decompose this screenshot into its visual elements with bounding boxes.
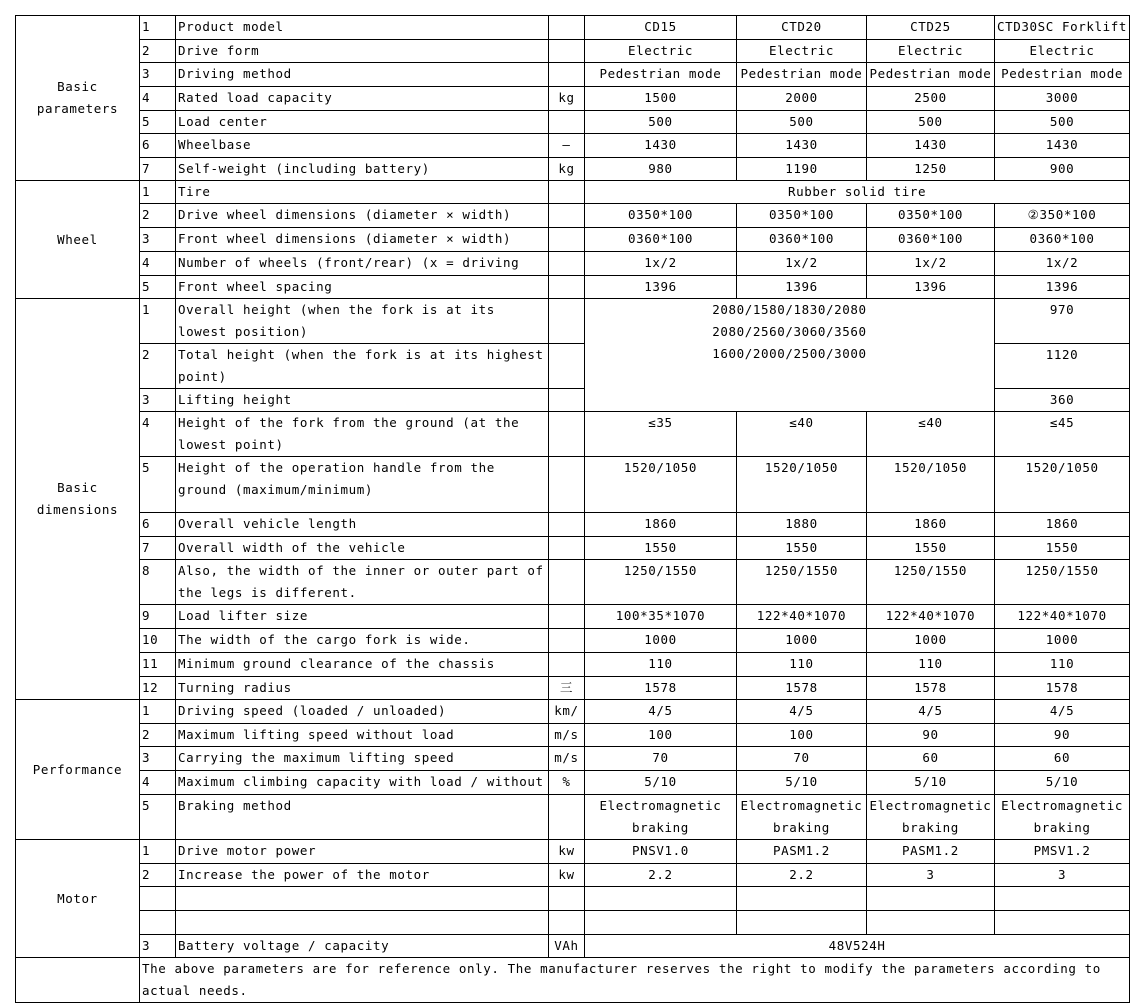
value-cell: 0360*100 [585,228,737,252]
row-unit [549,412,585,457]
row-number: 4 [140,87,176,111]
table-row [16,299,1130,344]
value-cell: ≤45 [995,412,1130,457]
row-number: 4 [140,252,176,276]
row-unit: — [549,134,585,158]
table-row [16,252,1130,276]
value-cell: 60 [867,747,995,771]
empty-row [16,911,1130,935]
row-label: Turning radius [176,677,549,700]
value-cell: 1500 [585,87,737,111]
row-label: Height of the fork from the ground (at the lowest point) [176,412,549,457]
table-row [16,204,1130,228]
model-name: CTD20 [737,16,867,40]
value-cell: 4/5 [585,700,737,724]
row-unit [549,228,585,252]
row-number: 9 [140,605,176,629]
value-cell: 1x/2 [995,252,1130,276]
value-cell: 360 [995,389,1130,412]
empty-cell [549,887,585,911]
row-number: 1 [140,181,176,204]
value-cell: 0350*100 [585,204,737,228]
row-unit [549,605,585,629]
row-label: Drive motor power [176,840,549,864]
table-row [16,629,1130,653]
value-cell: 1250/1550 [585,560,737,605]
row-label: Battery voltage / capacity [176,935,549,958]
table-row [16,700,1130,724]
value-cell: Electromagnetic braking [995,795,1130,840]
row-number: 3 [140,63,176,87]
category-basic-parameters: Basic parameters [16,16,140,181]
table-row [16,840,1130,864]
row-number: 8 [140,560,176,605]
value-cell: 1250/1550 [867,560,995,605]
empty-cell [995,911,1130,935]
model-name: CTD30SC Forklift [995,16,1130,40]
value-cell: 1x/2 [737,252,867,276]
value-cell: 970 [995,299,1130,344]
row-label: The width of the cargo fork is wide. [176,629,549,653]
table-row [16,134,1130,158]
value-cell: 110 [585,653,737,677]
row-number: 11 [140,653,176,677]
row-unit: kg [549,87,585,111]
table-row [16,513,1130,537]
row-unit [549,276,585,299]
value-cell: 1190 [737,158,867,181]
row-unit [549,537,585,560]
empty-cell [585,911,737,935]
value-cell: 100 [737,724,867,747]
value-cell: 4/5 [737,700,867,724]
row-label: Driving speed (loaded / unloaded) [176,700,549,724]
row-label: Front wheel dimensions (diameter × width) [176,228,549,252]
empty-cell [140,911,176,935]
value-cell: 1430 [995,134,1130,158]
value-cell: 70 [737,747,867,771]
value-cell: 1550 [867,537,995,560]
tire-value: Rubber solid tire [585,181,1130,204]
row-number: 3 [140,389,176,412]
value-cell: 1520/1050 [737,457,867,513]
row-label: Total height (when the fork is at its highest point) [176,344,549,389]
row-label: Number of wheels (front/rear) (x = driving [176,252,549,276]
value-cell: 1860 [585,513,737,537]
table-row [16,63,1130,87]
value-cell: PASM1.2 [867,840,995,864]
height-values-line: 2080/1580/1830/2080 [712,302,867,317]
row-label: Overall vehicle length [176,513,549,537]
row-unit [549,457,585,513]
value-cell: 4/5 [995,700,1130,724]
row-number: 7 [140,158,176,181]
row-unit: 三 [549,677,585,700]
row-unit [549,181,585,204]
value-cell: 1578 [995,677,1130,700]
value-cell: 1396 [867,276,995,299]
value-cell: 0360*100 [867,228,995,252]
row-unit [549,63,585,87]
row-label: Self-weight (including battery) [176,158,549,181]
row-number: 10 [140,629,176,653]
row-label: Product model [176,16,549,40]
row-number: 5 [140,111,176,134]
value-cell: 500 [995,111,1130,134]
empty-cell [737,887,867,911]
spec-table-body [16,16,1130,1003]
footnote: The above parameters are for reference only. The manufacturer reserves the right to modify the parameters according to actual needs. [140,958,1130,1003]
value-cell: 1x/2 [585,252,737,276]
row-number: 4 [140,412,176,457]
row-label: Lifting height [176,389,549,412]
row-unit: kw [549,840,585,864]
value-cell: 4/5 [867,700,995,724]
row-number: 6 [140,513,176,537]
value-cell: Electromagnetic braking [585,795,737,840]
row-label: Carrying the maximum lifting speed [176,747,549,771]
row-unit [549,653,585,677]
empty-cell [585,887,737,911]
value-cell: 1000 [867,629,995,653]
value-cell: Electromagnetic braking [737,795,867,840]
table-row [16,412,1130,457]
row-label: Drive wheel dimensions (diameter × width) [176,204,549,228]
value-cell: 1x/2 [867,252,995,276]
row-unit [549,389,585,412]
table-row [16,605,1130,629]
table-row [16,87,1130,111]
value-cell: 1520/1050 [585,457,737,513]
row-number: 2 [140,40,176,63]
row-number: 2 [140,724,176,747]
value-cell: 100*35*1070 [585,605,737,629]
value-cell: 1860 [867,513,995,537]
value-cell: 5/10 [867,771,995,795]
value-cell: 0360*100 [995,228,1130,252]
height-values-line: 2080/2560/3060/3560 [712,324,867,339]
row-label: Front wheel spacing [176,276,549,299]
empty-cell [140,887,176,911]
table-row [16,40,1130,63]
row-unit: m/s [549,724,585,747]
value-cell: 5/10 [585,771,737,795]
value-cell: 122*40*1070 [867,605,995,629]
value-cell: 110 [737,653,867,677]
category-motor: Motor [16,840,140,958]
row-unit [549,795,585,840]
footnote-spacer [16,958,140,1003]
value-cell: 110 [867,653,995,677]
value-cell: 60 [995,747,1130,771]
value-cell: 2000 [737,87,867,111]
empty-cell [867,887,995,911]
value-cell: 1396 [585,276,737,299]
row-label: Overall width of the vehicle [176,537,549,560]
value-cell: 1520/1050 [867,457,995,513]
model-name: CTD25 [867,16,995,40]
row-label: Load center [176,111,549,134]
value-cell: 122*40*1070 [995,605,1130,629]
row-label: Height of the operation handle from the ground (maximum/minimum) [176,457,549,513]
value-cell: 1000 [585,629,737,653]
value-cell: Electric [737,40,867,63]
height-values-line: 1600/2000/2500/3000 [712,346,867,361]
row-number: 1 [140,700,176,724]
table-row [16,724,1130,747]
value-cell: 1578 [867,677,995,700]
row-label: Drive form [176,40,549,63]
row-number: 7 [140,537,176,560]
model-name: CD15 [585,16,737,40]
table-row [16,653,1130,677]
value-cell: ≤35 [585,412,737,457]
merged-heights-cell [585,299,995,412]
row-unit: kw [549,864,585,887]
row-number: 3 [140,228,176,252]
table-row [16,537,1130,560]
value-cell: ②350*100 [995,204,1130,228]
table-row [16,457,1130,513]
value-cell: ≤40 [867,412,995,457]
value-cell: 500 [737,111,867,134]
row-label: Driving method [176,63,549,87]
row-number: 1 [140,16,176,40]
row-unit [549,560,585,605]
value-cell: PNSV1.0 [585,840,737,864]
row-unit: m/s [549,747,585,771]
value-cell: 1430 [867,134,995,158]
value-cell: 1550 [585,537,737,560]
value-cell: Pedestrian mode [995,63,1130,87]
value-cell: 1250/1550 [995,560,1130,605]
value-cell: 500 [585,111,737,134]
row-number: 5 [140,457,176,513]
value-cell: 1000 [737,629,867,653]
row-label: Maximum climbing capacity with load / without [176,771,549,795]
row-unit [549,344,585,389]
value-cell: 1396 [737,276,867,299]
value-cell: 2.2 [585,864,737,887]
value-cell: 110 [995,653,1130,677]
value-cell: 100 [585,724,737,747]
table-row [16,228,1130,252]
footnote-row [16,958,1130,1003]
value-cell: PASM1.2 [737,840,867,864]
row-unit [549,40,585,63]
row-label: Overall height (when the fork is at its lowest position) [176,299,549,344]
value-cell: 1880 [737,513,867,537]
value-cell: 0350*100 [737,204,867,228]
value-cell: 122*40*1070 [737,605,867,629]
row-unit [549,16,585,40]
row-number: 2 [140,204,176,228]
empty-cell [867,911,995,935]
empty-row [16,887,1130,911]
value-cell: Electric [867,40,995,63]
value-cell: Electric [585,40,737,63]
spec-table [15,15,1130,1003]
empty-cell [549,911,585,935]
row-number: 1 [140,840,176,864]
value-cell: 1520/1050 [995,457,1130,513]
row-label: Increase the power of the motor [176,864,549,887]
value-cell: 1250/1550 [737,560,867,605]
row-unit [549,513,585,537]
value-cell: 5/10 [995,771,1130,795]
row-number: 6 [140,134,176,158]
value-cell: 0350*100 [867,204,995,228]
empty-cell [176,911,549,935]
value-cell: 2.2 [737,864,867,887]
table-row [16,864,1130,887]
row-unit [549,204,585,228]
row-unit [549,111,585,134]
table-row [16,677,1130,700]
value-cell: 1550 [737,537,867,560]
value-cell: Pedestrian mode [737,63,867,87]
value-cell: 3000 [995,87,1130,111]
row-label: Load lifter size [176,605,549,629]
value-cell: 0360*100 [737,228,867,252]
row-label: Wheelbase [176,134,549,158]
value-cell: 1860 [995,513,1130,537]
header-row [16,16,1130,40]
value-cell: 90 [995,724,1130,747]
row-unit: % [549,771,585,795]
table-row [16,795,1130,840]
row-number: 3 [140,747,176,771]
value-cell: 3 [867,864,995,887]
empty-cell [176,887,549,911]
row-unit: VAh [549,935,585,958]
row-number: 5 [140,795,176,840]
empty-cell [737,911,867,935]
row-unit [549,299,585,344]
row-label: Braking method [176,795,549,840]
value-cell: PMSV1.2 [995,840,1130,864]
row-label: Maximum lifting speed without load [176,724,549,747]
table-row [16,181,1130,204]
row-number: 12 [140,677,176,700]
value-cell: 980 [585,158,737,181]
row-number: 2 [140,344,176,389]
table-row [16,158,1130,181]
row-label: Also, the width of the inner or outer part of the legs is different. [176,560,549,605]
value-cell: 2500 [867,87,995,111]
value-cell: 1430 [585,134,737,158]
value-cell: Electromagnetic braking [867,795,995,840]
value-cell: 3 [995,864,1130,887]
row-label: Rated load capacity [176,87,549,111]
table-row [16,276,1130,299]
value-cell: 500 [867,111,995,134]
value-cell: 1578 [585,677,737,700]
value-cell: 1550 [995,537,1130,560]
value-cell: Pedestrian mode [585,63,737,87]
value-cell: Electric [995,40,1130,63]
table-row [16,747,1130,771]
row-label: Tire [176,181,549,204]
table-row [16,771,1130,795]
row-number: 4 [140,771,176,795]
row-unit: km/ [549,700,585,724]
row-number: 2 [140,864,176,887]
value-cell: 1578 [737,677,867,700]
row-number: 5 [140,276,176,299]
table-row [16,935,1130,958]
value-cell: 1430 [737,134,867,158]
value-cell: Pedestrian mode [867,63,995,87]
value-cell: 1250 [867,158,995,181]
category-basic-dimensions: Basic dimensions [16,299,140,700]
row-label: Minimum ground clearance of the chassis [176,653,549,677]
value-cell: 90 [867,724,995,747]
value-cell: 5/10 [737,771,867,795]
row-number: 1 [140,299,176,344]
table-row [16,560,1130,605]
row-unit [549,252,585,276]
row-number: 3 [140,935,176,958]
category-wheel: Wheel [16,181,140,299]
value-cell: 70 [585,747,737,771]
table-row [16,111,1130,134]
value-cell: 1396 [995,276,1130,299]
value-cell: 1120 [995,344,1130,389]
value-cell: 900 [995,158,1130,181]
battery-value: 48V524H [585,935,1130,958]
category-performance: Performance [16,700,140,840]
value-cell: 1000 [995,629,1130,653]
empty-cell [995,887,1130,911]
row-unit: kg [549,158,585,181]
row-unit [549,629,585,653]
value-cell: ≤40 [737,412,867,457]
